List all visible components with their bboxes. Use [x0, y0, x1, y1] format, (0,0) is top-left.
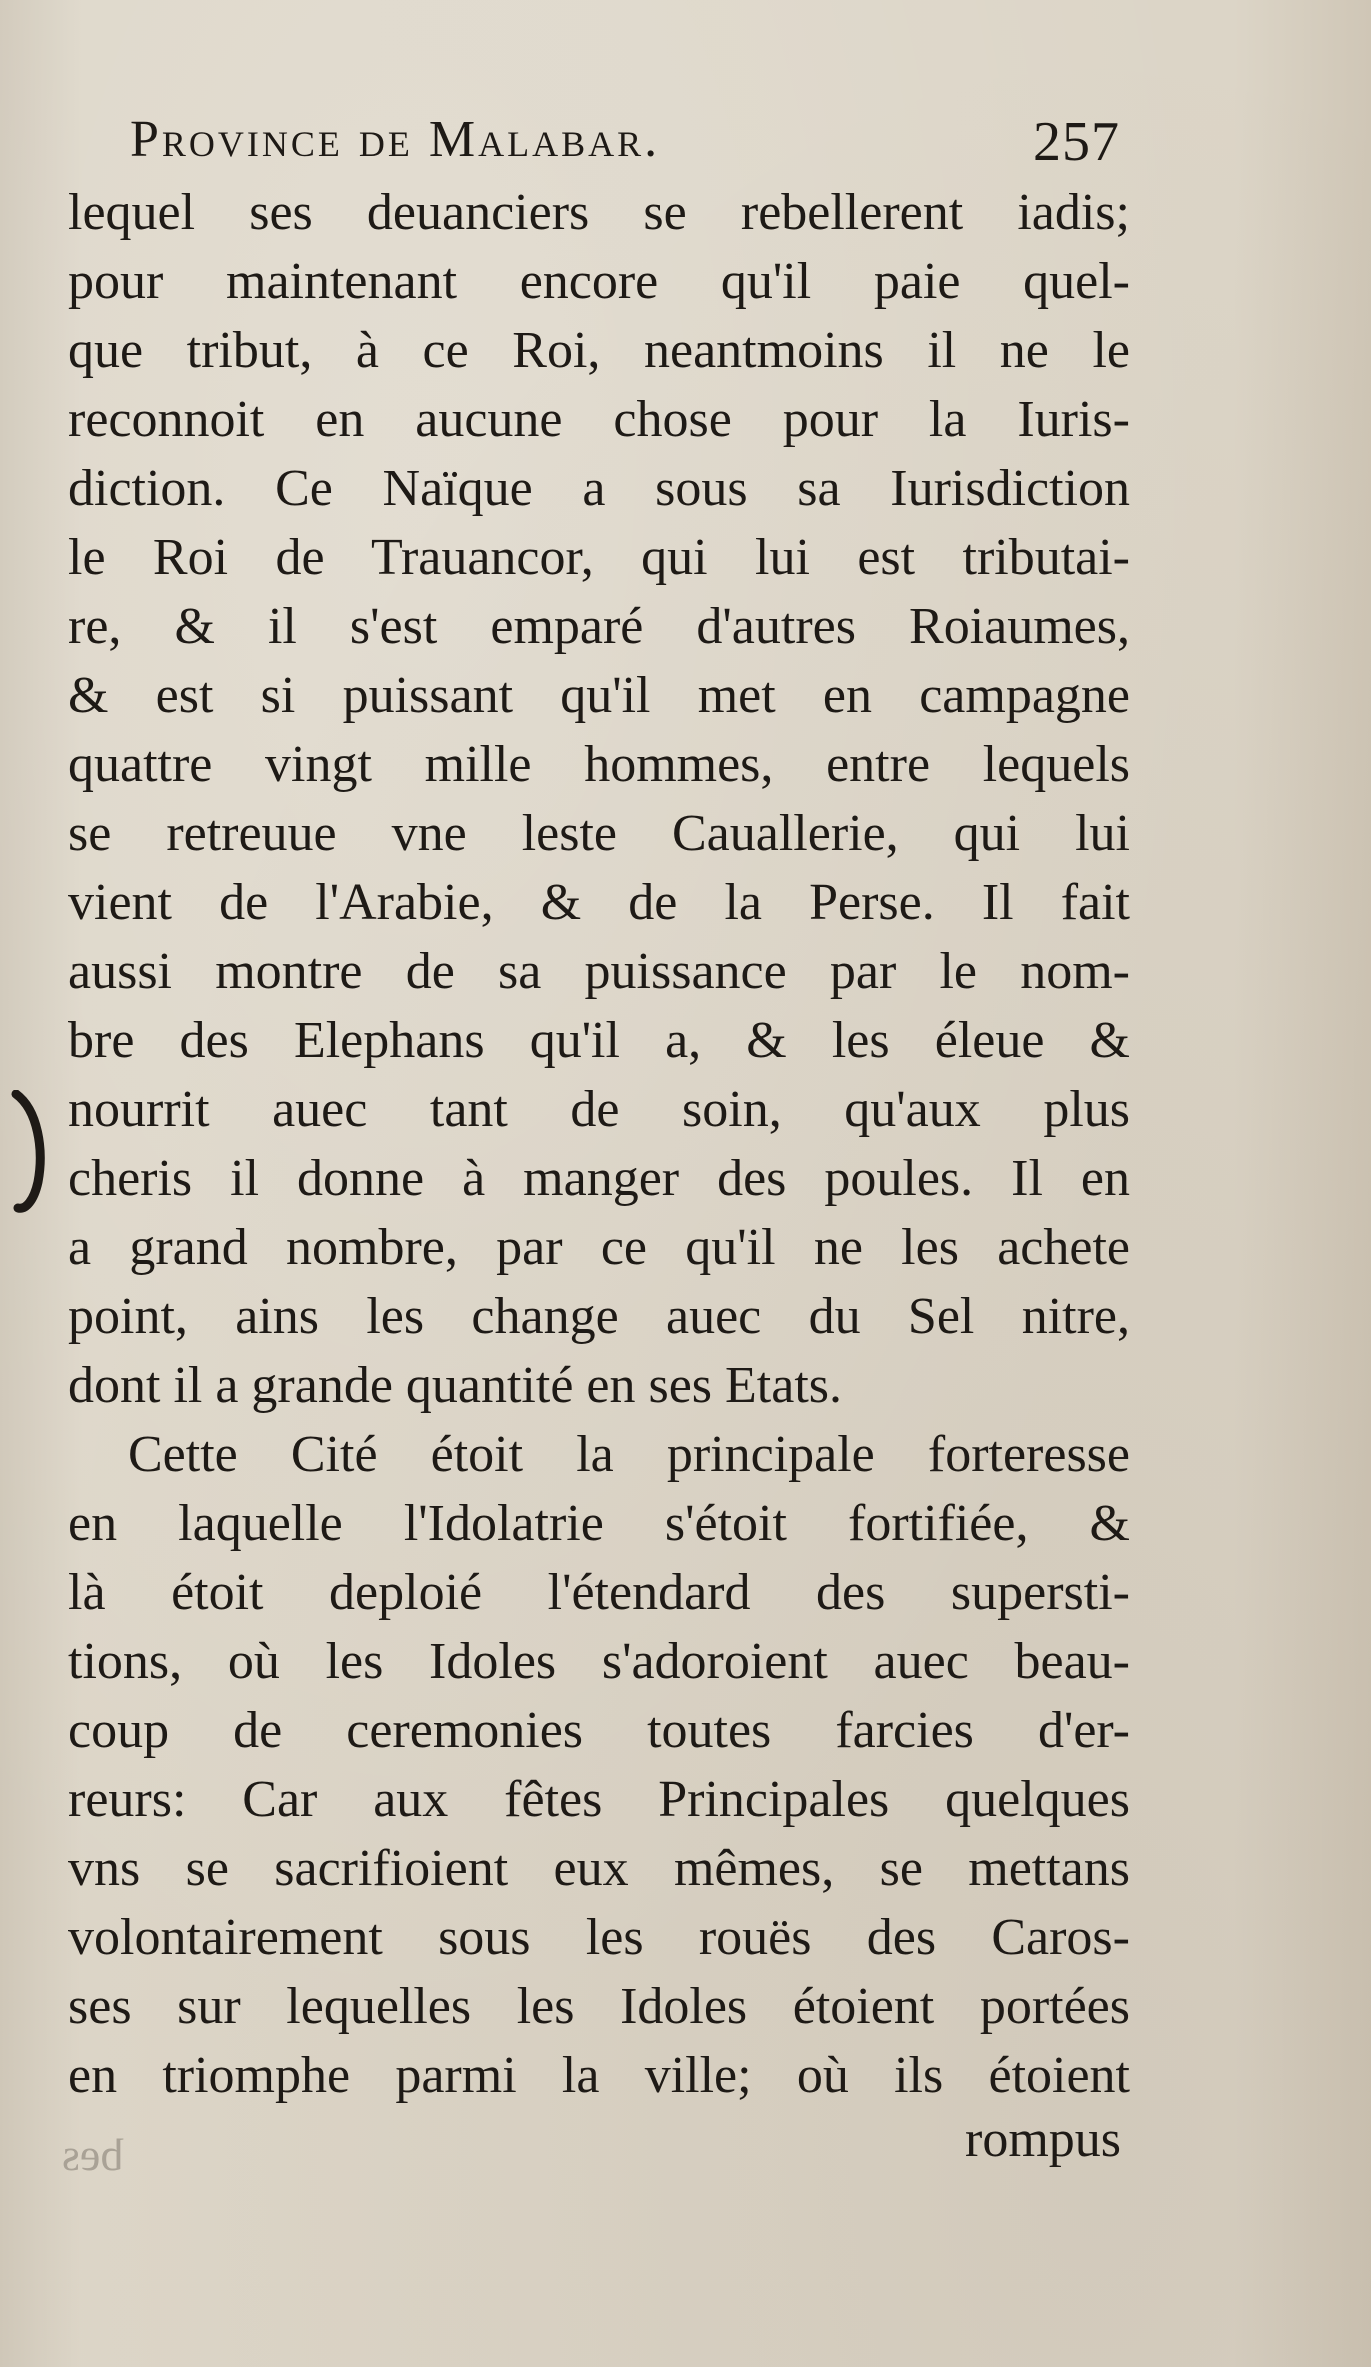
paragraph-first-line: Cette Cité étoit la principale forteresse: [128, 1426, 1130, 1483]
text-line: a grand nombre, par ce qu'il ne les achete: [68, 1219, 1130, 1276]
text-line: vient de l'Arabie, & de la Perse. Il fait: [68, 874, 1130, 931]
text-line: bre des Elephans qu'il a, & les éleue &: [68, 1012, 1130, 1069]
text-line: en triomphe parmi la ville; où ils étoient: [68, 2047, 1130, 2104]
text-line: aussi montre de sa puissance par le nom-: [68, 943, 1130, 1000]
margin-bracket-mark: [8, 1090, 52, 1220]
text-line: volontairement sous les rouës des Caros-: [68, 1909, 1130, 1966]
catchword: rompus: [965, 2111, 1121, 2168]
text-line: le Roi de Trauancor, qui lui est tributai-: [68, 529, 1130, 586]
text-line: quattre vingt mille hommes, entre lequels: [68, 736, 1130, 793]
text-line: dont il a grande quantité en ses Etats.: [68, 1357, 843, 1414]
text-line: nourrit auec tant de soin, qu'aux plus: [68, 1081, 1130, 1138]
text-line: ses sur lequelles les Idoles étoient portées: [68, 1978, 1130, 2035]
text-line: reconnoit en aucune chose pour la Iuris-: [68, 391, 1130, 448]
text-line: tions, où les Idoles s'adoroient auec beau-: [68, 1633, 1130, 1690]
text-line: se retreuue vne leste Cauallerie, qui lui: [68, 805, 1130, 862]
text-line: vns se sacrifioient eux mêmes, se mettans: [68, 1840, 1130, 1897]
text-line: diction. Ce Naïque a sous sa Iurisdiction: [68, 460, 1130, 517]
text-line: lequel ses deuanciers se rebellerent iadis;: [68, 184, 1130, 241]
text-line: en laquelle l'Idolatrie s'étoit fortifiée, &: [68, 1495, 1130, 1552]
text-line: cheris il donne à manger des poules. Il en: [68, 1150, 1130, 1207]
text-line: pour maintenant encore qu'il paie quel-: [68, 253, 1130, 310]
page-number: 257: [1033, 111, 1120, 173]
text-line: point, ains les change auec du Sel nitre,: [68, 1288, 1130, 1345]
text-line: reurs: Car aux fêtes Principales quelques: [68, 1771, 1130, 1828]
page-header: [130, 110, 1120, 180]
text-line: que tribut, à ce Roi, neantmoins il ne le: [68, 322, 1130, 379]
text-line: coup de ceremonies toutes farcies d'er-: [68, 1702, 1130, 1759]
body-text: [68, 178, 1130, 2110]
bleed-through-text: bes: [62, 2129, 124, 2180]
text-line: & est si puissant qu'il met en campagne: [68, 667, 1130, 724]
text-line: re, & il s'est emparé d'autres Roiaumes,: [68, 598, 1130, 655]
running-head: Province de Malabar.: [130, 111, 661, 168]
text-line: là étoit deploié l'étendard des supersti-: [68, 1564, 1130, 1621]
